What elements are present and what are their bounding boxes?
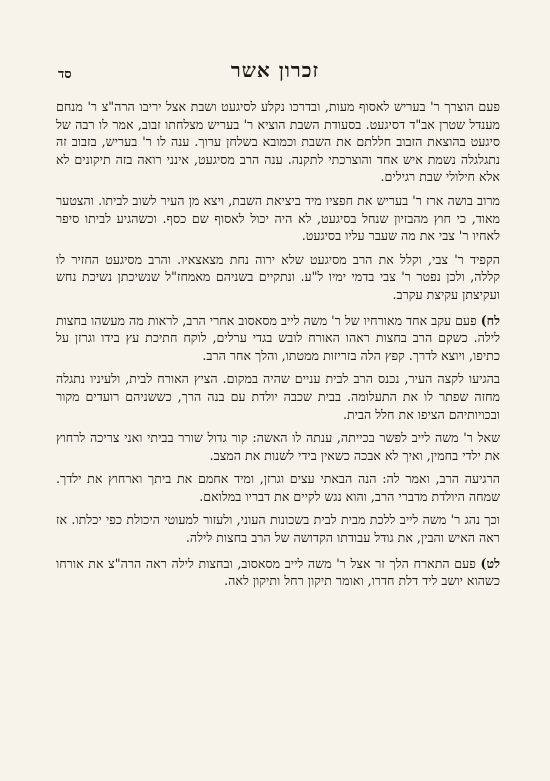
paragraph: מרוב בושה ארז ר' בעריש את חפציו מיד ביציאת השבת, ויצא מן העיר לשוב לביתו. והצטער מאוד, כי חוץ מהבזיון שנחל בסיגעט, לא היה יכול לאסוף שם כסף. וכשהגיע לביתו סיפר לאחיו ר' צבי את מה שעבר עליו בסיגעט.	[56, 192, 500, 244]
page-number: סד	[58, 67, 72, 82]
paragraph: לט) פעם התארח הלך זר אצל ר' משה לייב מסאסוב, ובחצות לילה ראה הרה"צ את אורחו כשהוא יושב ליד דלת חדרו, ואומר תיקון רחל ותיקון לאה.	[56, 555, 500, 589]
paragraph: בהגיעו לקצה העיר, נכנס הרב לבית עניים שהיה במקום. הציץ האורח לבית, ולעיניו נתגלה מחזה שפתר לו את התעלומה. בבית שכבה יולדת עם בנה הרך, כששניהם רועדים מקור ובכויותיהם הציפו את חלל הבית.	[56, 371, 500, 422]
paragraph: פעם הוצרך ר' בעריש לאסוף מעות, ובדרכו נקלע לסיגעט ושבת אצל יריבו הרה"צ ר' מנחם מענדל שטרן אב"ד דסיגעט. בסעודת השבת הוציא ר' בעריש מצלחתו זבוב, אמר לו רבה של סיגעט בהוצאת הזבוב חללתם את השבת וכמובא בשלחן ערוך. ענה לו ר' בעריש, בזבוב זה נתגלגלה נשמת איש אחד והוצרכתי לתקנה. ענה הרב מסיגעט, אינני רואה בזה תיקונים לא אלא חילולי שבת רגילים.	[56, 99, 500, 185]
page-header	[0, 58, 550, 88]
page-body	[56, 98, 500, 596]
paragraph-number: לח)	[480, 312, 500, 328]
paragraph: הרגיעה הרב, ואמר לה: הנה הבאתי עצים וגרזן, ומיד אחמם את ביתך וארחוץ את ילדך. שמחה היולדת מדברי הרב, והוא נגש לקיים את דבריו במלואם.	[56, 471, 500, 504]
paragraph: וכך נהג ר' משה לייב ללכת מבית לבית בשכונות העוני, ולעזור למעוטי היכולת כפי יכלתו. אז ראה האיש והבין, את גודל עבודתו הקדושה של הרב בחצות לילה.	[56, 512, 500, 546]
paragraph: שאל ר' משה לייב לפשר בכייתה, ענתה לו האשה: קור גדול שורר בביתי ואני צריכה לרחוץ את ילדי בחמין, ואיך לא אבכה כשאין בידי לשנות את המצב.	[56, 430, 500, 463]
paragraph-number: לט)	[480, 555, 500, 571]
paragraph: לח) פעם עקב אחד מאורחיו של ר' משה לייב מסאסוב אחרי הרב, לראות מה מעשהו בחצות לילה. כשקם הרב בחצות ראהו האורח לובש בגדי ערלים, לוקח חתיכת עץ בידו וגרזן על כתיפו, ויוצא לדרך. קפץ הלה בזריזות ממטתו, והלך אחר הרב.	[56, 312, 500, 363]
paragraph: הקפיד ר' צבי, וקלל את הרב מסיגעט שלא ירוה נחת מצאצאיו. והרב מסיגעט החזיר לו קללה, ולכן נפטר ר' צבי בדמי ימיו ל"ע. ונתקיים בשניהם מאמחז"ל שנשיכתן נשיכת נחש ועקיצתן עקיצת עקרב.	[56, 251, 500, 302]
page-title: זכרון אשר	[230, 58, 320, 82]
